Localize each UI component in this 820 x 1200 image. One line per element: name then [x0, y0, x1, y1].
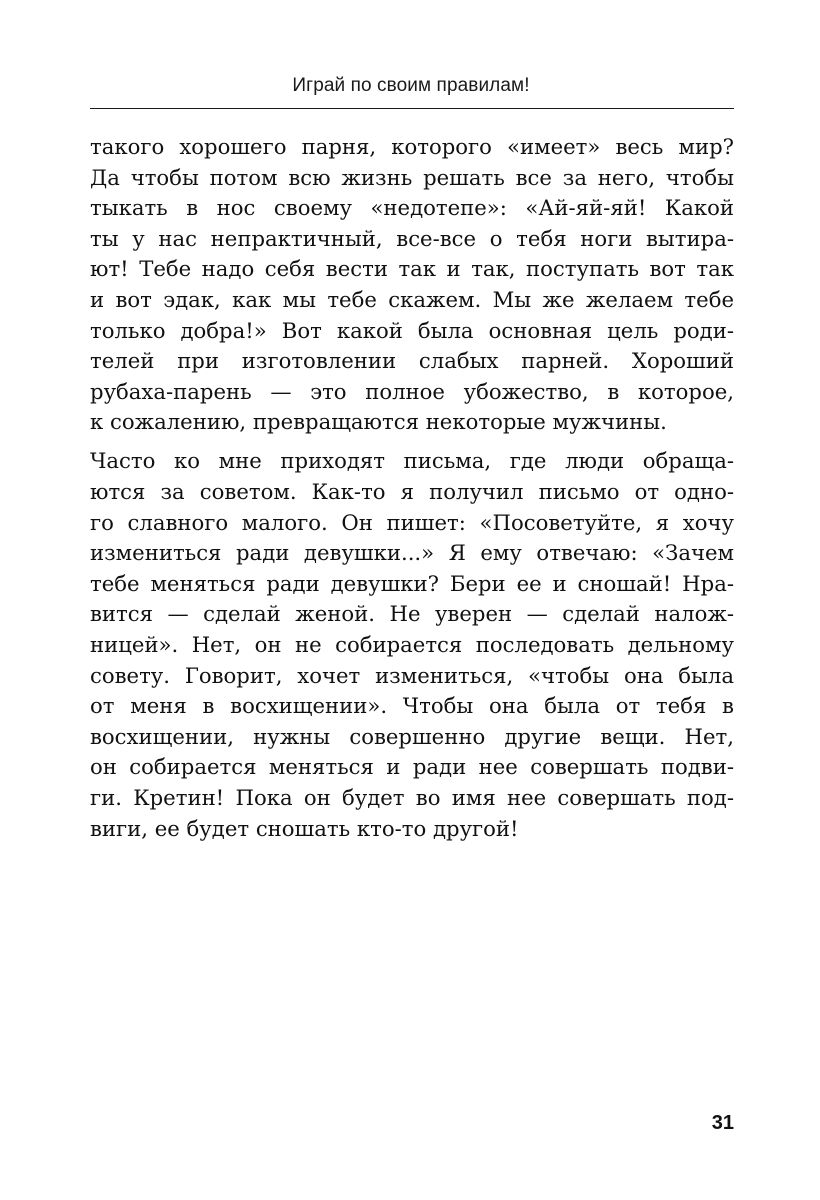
text-line: ются за советом. Как-то я получил письмо от одно-: [90, 479, 734, 505]
body-text: [90, 132, 734, 844]
header-rule: [90, 108, 734, 109]
text-line: от меня в восхищении». Чтобы она была от тебя в: [90, 693, 734, 719]
text-line: ты у нас непрактичный, все-все о тебя ноги вытира-: [90, 225, 734, 251]
text-line: только добра!» Вот какой была основная цель роди-: [90, 317, 734, 343]
text-line: к сожалению, превращаются некоторые мужчины.: [90, 409, 667, 435]
text-line: тыкать в нос своему «недотепе»: «Ай-яй-яй! Какой: [90, 195, 734, 221]
text-line: и вот эдак, как мы тебе скажем. Мы же желаем тебе: [90, 286, 734, 312]
text-line: ют! Тебе надо себя вести так и так, поступать вот так: [90, 256, 734, 282]
text-line: измениться ради девушки...» Я ему отвечаю: «Зачем: [90, 540, 734, 566]
paragraph-2: [90, 446, 734, 844]
text-line: ницей». Нет, он не собирается последовать дельному: [90, 632, 734, 657]
text-line: такого хорошего парня, которого «имеет» весь мир?: [90, 134, 734, 159]
text-line: восхищении, нужны совершенно другие вещи. Нет,: [90, 723, 734, 749]
paragraph-1: [90, 132, 734, 438]
text-line: виги, ее будет сношать кто-то другой!: [90, 815, 519, 841]
text-line: ги. Кретин! Пока он будет во имя нее совершать под-: [90, 784, 734, 810]
text-line: совету. Говорит, хочет измениться, «чтобы она была: [90, 662, 734, 688]
page-number: 31: [711, 1112, 734, 1134]
text-line: телей при изготовлении слабых парней. Хороший: [90, 348, 734, 374]
text-line: рубаха-парень — это полное убожество, в которое,: [90, 378, 734, 404]
text-line: вится — сделай женой. Не уверен — сделай налож-: [90, 601, 734, 627]
text-line: го славного малого. Он пишет: «Посоветуйте, я хочу: [90, 509, 734, 535]
text-line: Да чтобы потом всю жизнь решать все за него, чтобы: [90, 164, 734, 190]
text-line: он собирается меняться и ради нее совершать подви-: [90, 754, 734, 780]
running-header: Играй по своим правилам!: [292, 75, 530, 96]
text-line: тебе меняться ради девушки? Бери ее и сношай! Нра-: [90, 570, 734, 596]
text-line: Часто ко мне приходят письма, где люди обраща-: [90, 448, 734, 474]
